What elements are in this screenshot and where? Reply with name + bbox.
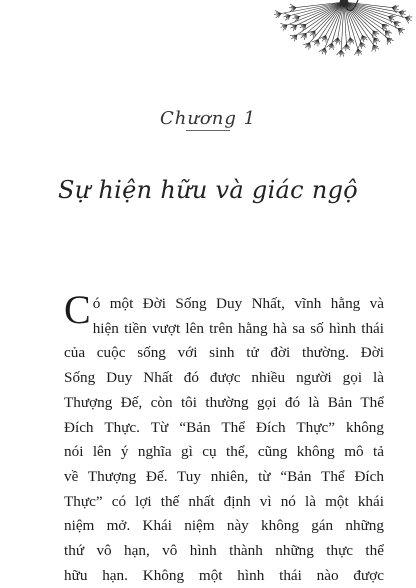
body-line: hữu hạn. Không một hình thái nào được <box>64 564 384 588</box>
body-line: về Thượng Đế. Tuy nhiên, từ “Bản Thể Đích <box>64 465 384 490</box>
body-line: Sống Duy Nhất đó được nhiều người gọi là <box>64 366 384 391</box>
body-paragraph <box>64 292 384 588</box>
chapter-label <box>0 108 416 131</box>
chapter-title: Sự hiện hữu và giác ngộ <box>0 176 416 204</box>
body-line: niệm mở. Khái niệm này không gán những <box>64 514 384 539</box>
body-line: ó một Đời Sống Duy Nhất, vĩnh hằng và <box>64 292 384 317</box>
body-line: thứ vô hạn, vô hình thành những thực thể <box>64 539 384 564</box>
chapter-label-text: Chương 1 <box>160 108 256 129</box>
chapter-label-underline <box>186 130 230 131</box>
body-line: của cuộc sống với sinh tử đời thường. Đời <box>64 341 384 366</box>
body-line: hiện tiền vượt lên trên hằng hà sa số hình thái <box>93 317 384 342</box>
body-line: Thượng Đế, còn tôi thường gọi đó là Bản Thể <box>64 391 384 416</box>
body-line: Đích Thực. Từ “Bản Thể Đích Thực” không <box>64 416 384 441</box>
body-line: nói lên ý nghĩa gì cụ thể, cũng không mô tả <box>64 440 384 465</box>
body-lines <box>64 317 384 588</box>
body-line: Thực” có lợi thế nhất định vì nó là một khái <box>64 490 384 515</box>
drop-cap: C <box>64 293 91 327</box>
dandelion-illustration <box>266 0 416 110</box>
